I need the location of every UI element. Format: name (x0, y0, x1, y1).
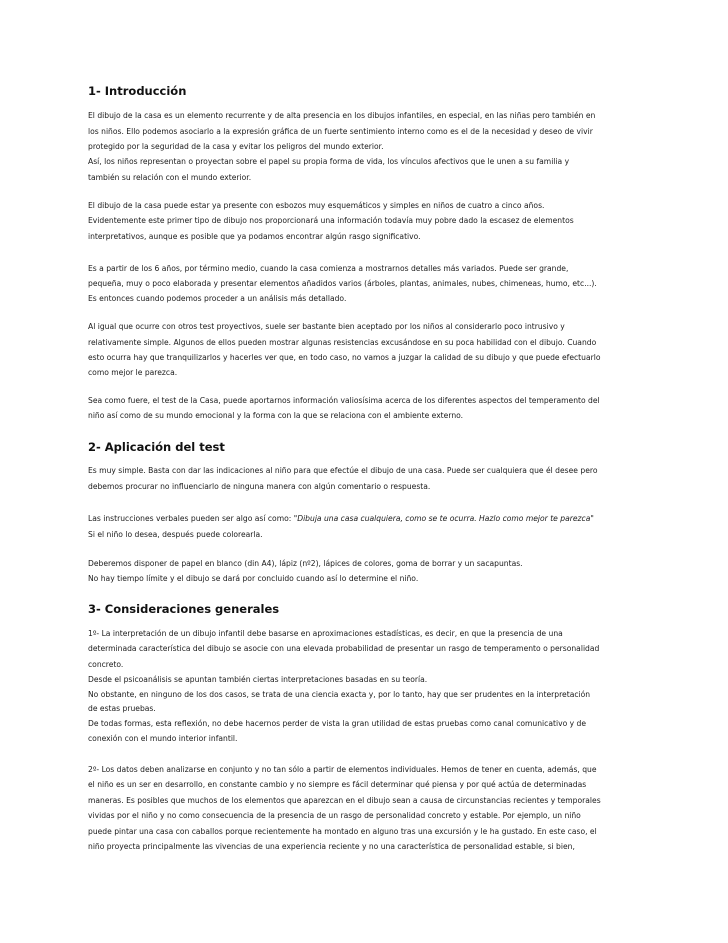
text-line: debemos procurar no influenciarlo de ninguna manera con algún comentario o respuesta. (88, 482, 431, 491)
section-heading-consideraciones: 3- Consideraciones generales (88, 602, 280, 616)
text-line: Es muy simple. Basta con dar las indicaciones al niño para que efectúe el dibujo de una casa. Puede ser cualquiera que él desee pero (88, 466, 598, 475)
text-line: pequeña, muy o poco elaborada y presentar elementos añadidos varios (árboles, plantas, animales, nubes, chimeneas, humo, etc...). (88, 279, 597, 288)
text-line: Deberemos disponer de papel en blanco (din A4), lápiz (nº2), lápices de colores, goma de borrar y un sacapuntas. (88, 559, 523, 568)
text-line: los niños. Ello podemos asociarlo a la expresión gráfica de un fuerte sentimiento interno como es el de la necesidad y deseo de vivir (88, 127, 593, 136)
text-line: puede pintar una casa con caballos porque recientemente ha montado en alguno tras una excursión y le ha gustado. En este caso, el (88, 827, 597, 836)
text-line: esto ocurra hay que tranquilizarlos y hacerles ver que, en todo caso, no vamos a juzgar la calidad de su dibujo y que puede efectuarlo (88, 353, 601, 362)
text-line: 1º- La interpretación de un dibujo infantil debe basarse en aproximaciones estadísticas, es decir, en que la presencia de una (88, 629, 563, 638)
text-line: 2º- Los datos deben analizarse en conjunto y no tan sólo a partir de elementos individuales. Hemos de tener en cuenta, además, que (88, 765, 597, 774)
text-line: Al igual que ocurre con otros test proyectivos, suele ser bastante bien aceptado por los niños al considerarlo poco intrusivo y (88, 322, 565, 331)
section-heading-aplicacion: 2- Aplicación del test (88, 440, 225, 454)
text-line: Si el niño lo desea, después puede colorearla. (88, 530, 263, 539)
text-line: Así, los niños representan o proyectan sobre el papel su propia forma de vida, los vínculos afectivos que le unen a su familia y (88, 157, 570, 166)
text-line: relativamente simple. Algunos de ellos pueden mostrar algunas resistencias excusándose en su poca habilidad con el dibujo. Cuando (88, 338, 597, 347)
text-line: interpretativos, aunque es posible que ya podamos encontrar algún rasgo significativo. (88, 232, 421, 241)
text-line: vividas por el niño y no como consecuencia de la presencia de un rasgo de personalidad concreto y estable. Por ejemplo, un niño (88, 811, 581, 820)
text-line: No hay tiempo límite y el dibujo se dará por concluido cuando así lo determine el niño. (88, 574, 419, 583)
text-line: Desde el psicoanálisis se apuntan también ciertas interpretaciones basadas en su teoría. (88, 675, 428, 684)
text-line: el niño es un ser en desarrollo, en constante cambio y no siempre es fácil determinar qué piensa y por qué actúa de determinadas (88, 780, 587, 789)
text-line: concreto. (88, 660, 124, 669)
text-line: determinada característica del dibujo se asocie con una elevada probabilidad de presentar un rasgo de temperamento o personalidad (88, 644, 600, 653)
text-line: Sea como fuere, el test de la Casa, puede aportarnos información valiosísima acerca de los diferentes aspectos del temperamento del (88, 396, 600, 405)
instructions-quote: "Dibuja una casa cualquiera, como se te ocurra. Hazlo como mejor te parezca" (293, 514, 594, 523)
instructions-lead-text: Las instrucciones verbales pueden ser algo así como: (88, 514, 292, 523)
text-line: Es a partir de los 6 años, por término medio, cuando la casa comienza a mostrarnos detalles más variados. Puede ser grande, (88, 264, 569, 273)
text-line (88, 514, 594, 524)
text-line: Evidentemente este primer tipo de dibujo nos proporcionará una información todavía muy pobre dado la escasez de elementos (88, 216, 574, 225)
text-line: niño proyecta principalmente las vivencias de una experiencia reciente y no una característica de personalidad estable, si bien, (88, 842, 575, 851)
text-line: El dibujo de la casa puede estar ya presente con esbozos muy esquemáticos y simples en niños de cuatro a cinco años. (88, 201, 545, 210)
text-line: conexión con el mundo interior infantil. (88, 734, 238, 743)
text-line: maneras. Es posibles que muchos de los elementos que aparezcan en el dibujo sean a causa de circunstancias recientes y temporales (88, 796, 601, 805)
text-line: De todas formas, esta reflexión, no debe hacernos perder de vista la gran utilidad de estas pruebas como canal comunicativo y de (88, 719, 587, 728)
text-line: protegido por la seguridad de la casa y evitar los peligros del mundo exterior. (88, 142, 384, 151)
text-line: de estas pruebas. (88, 704, 156, 713)
text-line: como mejor le parezca. (88, 368, 178, 377)
text-line: también su relación con el mundo exterior. (88, 173, 252, 182)
text-line: niño así como de su mundo emocional y la forma con la que se relaciona con el ambiente externo. (88, 411, 464, 420)
text-line: Es entonces cuando podemos proceder a un análisis más detallado. (88, 294, 347, 303)
section-heading-introduccion: 1- Introducción (88, 84, 187, 98)
text-line: No obstante, en ninguno de los dos casos, se trata de una ciencia exacta y, por lo tanto, hay que ser prudentes en la interpretación (88, 690, 591, 699)
text-line: El dibujo de la casa es un elemento recurrente y de alta presencia en los dibujos infantiles, en especial, en las niñas pero también en (88, 111, 596, 120)
